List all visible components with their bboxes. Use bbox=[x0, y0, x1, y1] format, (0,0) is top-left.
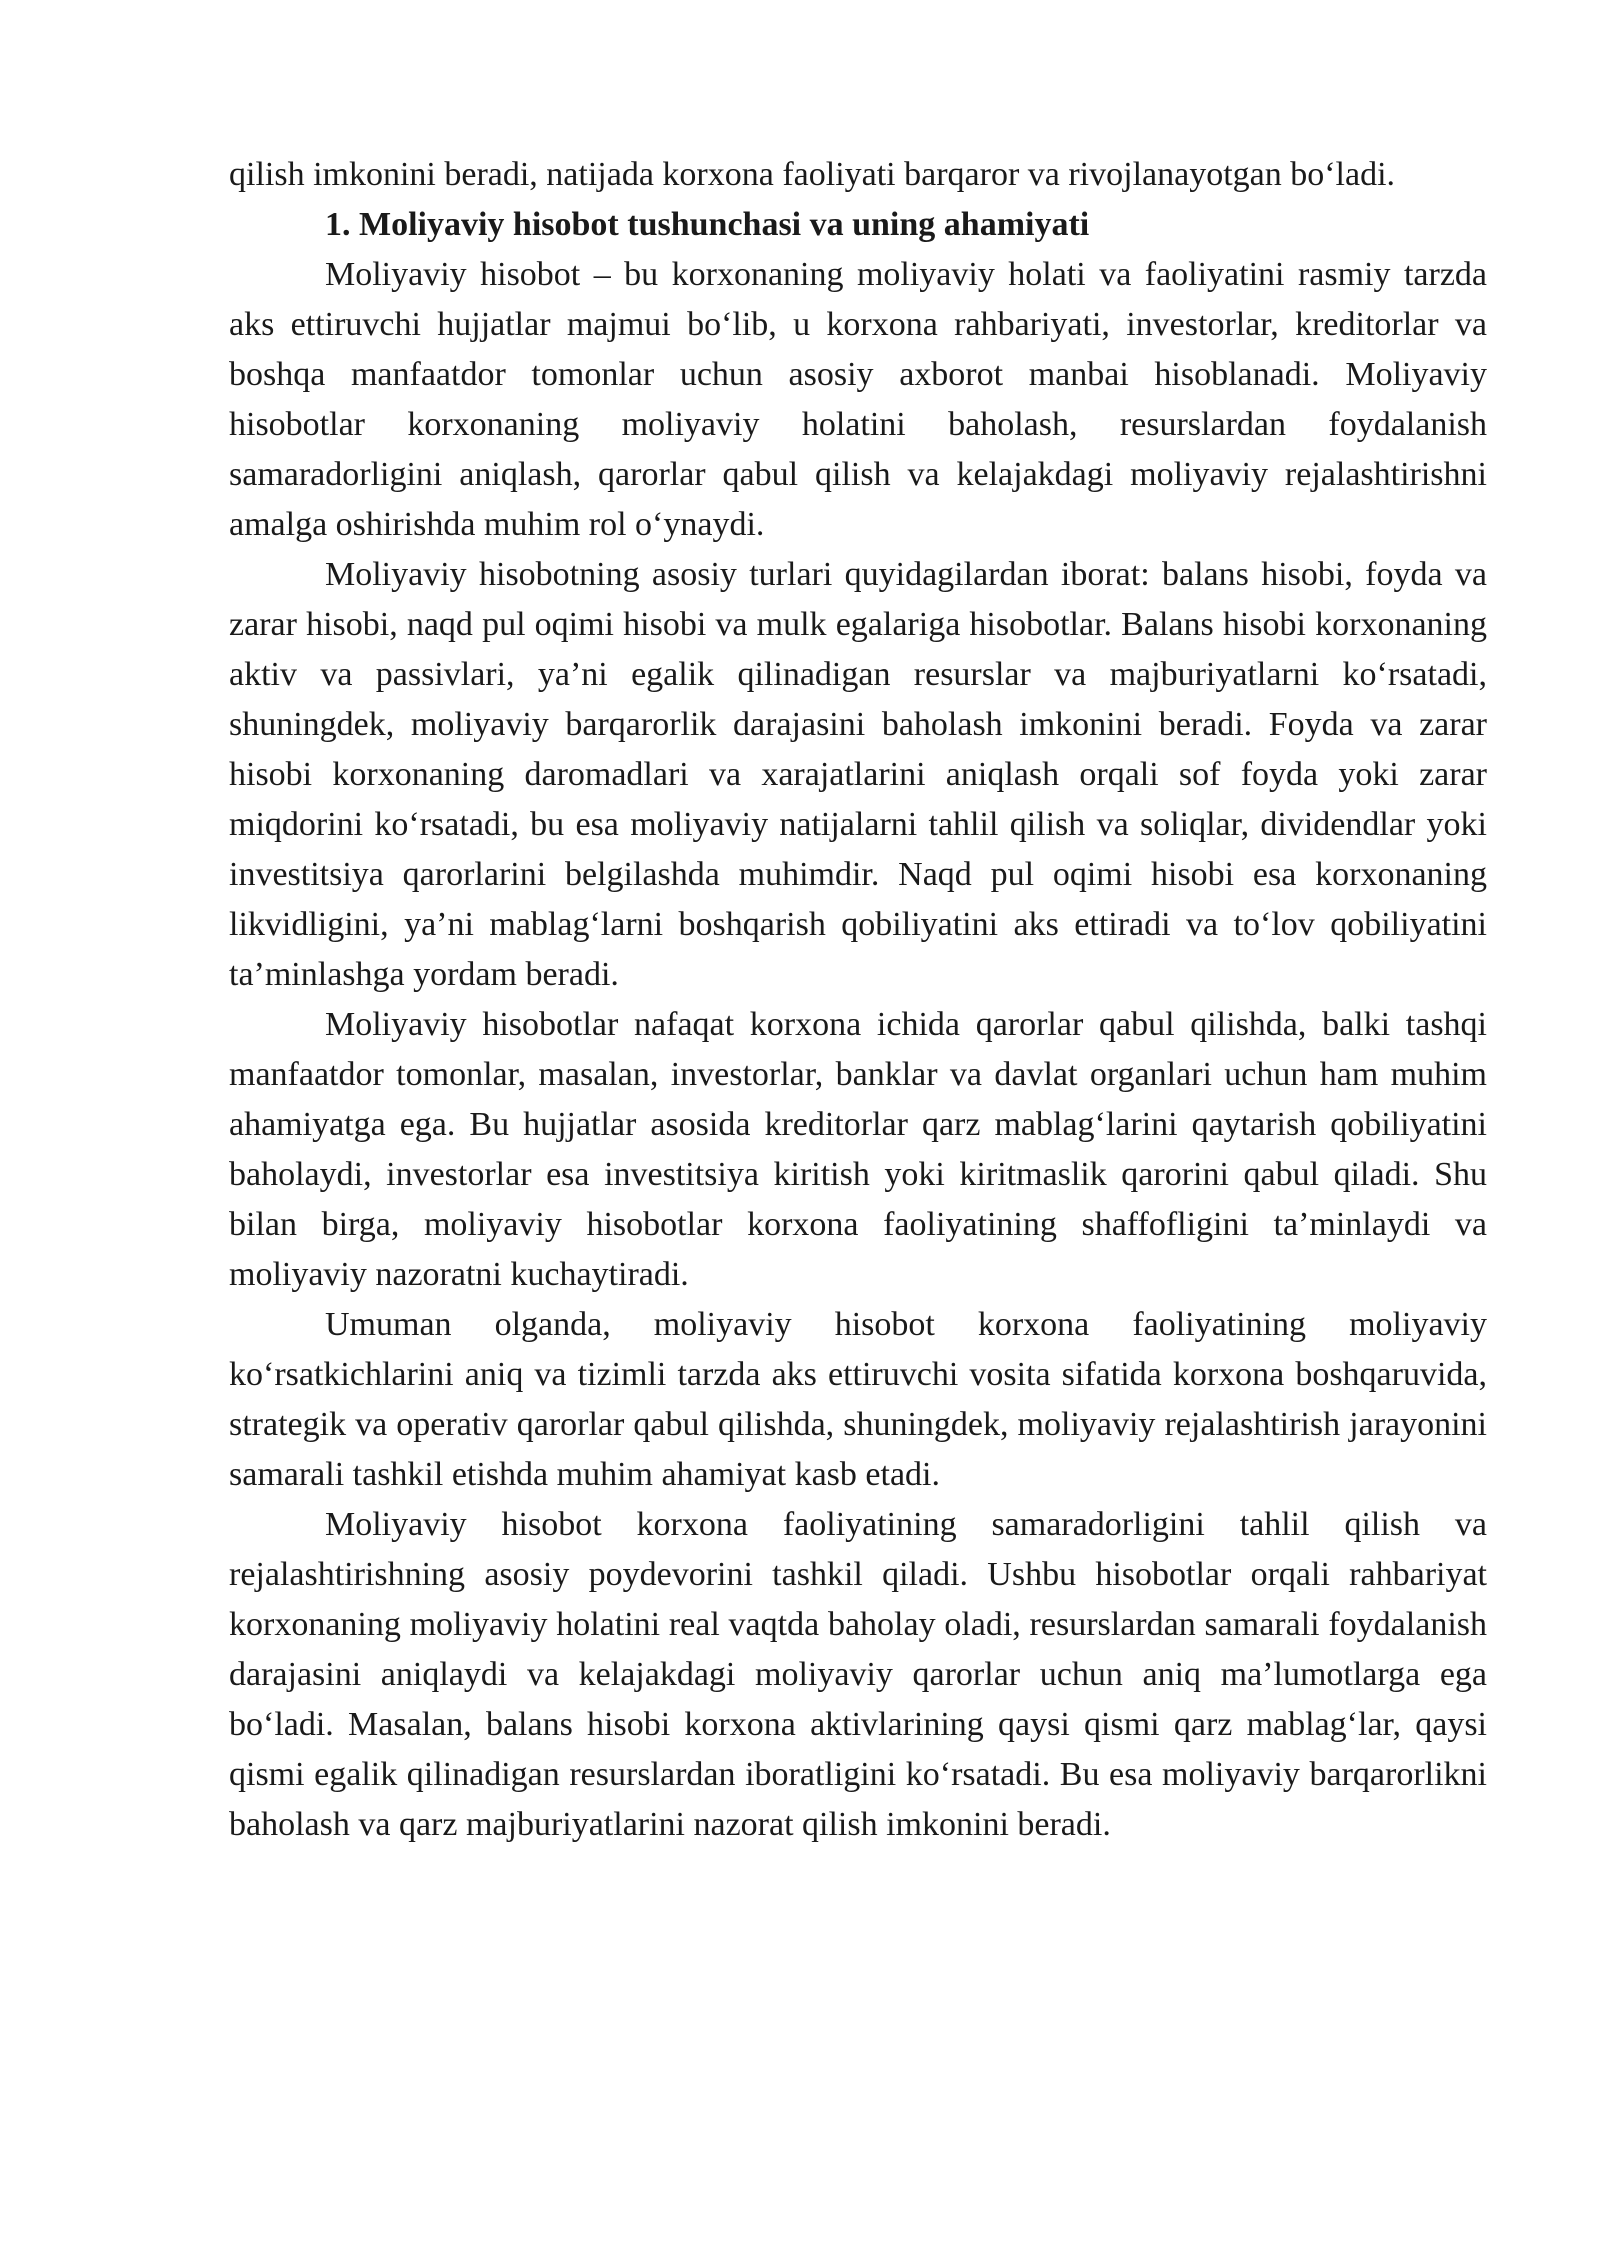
document-page bbox=[229, 150, 1487, 1850]
continuation-paragraph: qilish imkonini beradi, natijada korxona faoliyati barqaror va rivojlanayotgan bo‘ladi. bbox=[229, 156, 1396, 193]
body-paragraph: Moliyaviy hisobotning asosiy turlari quyidagilardan iborat: balans hisobi, foyda va zarar hisobi, naqd pul oqimi hisobi va mulk egalariga hisobotlar. Balans hisobi korxonaning aktiv va passivlari, ya’ni egalik qilinadigan resurslar va majburiyatlarni ko‘rsatadi, shuningdek, moliyaviy barqarorlik darajasini baholash imkonini beradi. Foyda va zarar hisobi korxonaning daromadlari va xarajatlarini aniqlash orqali sof foyda yoki zarar miqdorini ko‘rsatadi, bu esa moliyaviy natijalarni tahlil qilish va soliqlar, dividendlar yoki investitsiya qarorlarini belgilashda muhimdir. Naqd pul oqimi hisobi esa korxonaning likvidligini, ya’ni mablag‘larni boshqarish qobiliyatini aks ettiradi va to‘lov qobiliyatini ta’minlashga yordam beradi. bbox=[229, 556, 1487, 993]
body-paragraph: Moliyaviy hisobot korxona faoliyatining samaradorligini tahlil qilish va rejalashtirishning asosiy poydevorini tashkil qiladi. Ushbu hisobotlar orqali rahbariyat korxonaning moliyaviy holatini real vaqtda baholay oladi, resurslardan samarali foydalanish darajasini aniqlaydi va kelajakdagi moliyaviy qarorlar uchun aniq ma’lumotlarga ega bo‘ladi. Masalan, balans hisobi korxona aktivlarining qaysi qismi qarz mablag‘lar, qaysi qismi egalik qilinadigan resurslardan iboratligini ko‘rsatadi. Bu esa moliyaviy barqarorlikni baholash va qarz majburiyatlarini nazorat qilish imkonini beradi. bbox=[229, 1506, 1487, 1843]
body-paragraph: Umuman olganda, moliyaviy hisobot korxona faoliyatining moliyaviy ko‘rsatkichlarini aniq va tizimli tarzda aks ettiruvchi vosita sifatida korxona boshqaruvida, strategik va operativ qarorlar qabul qilishda, shuningdek, moliyaviy rejalashtirish jarayonini samarali tashkil etishda muhim ahamiyat kasb etadi. bbox=[229, 1306, 1487, 1493]
body-paragraph: Moliyaviy hisobot – bu korxonaning moliyaviy holati va faoliyatini rasmiy tarzda aks ettiruvchi hujjatlar majmui bo‘lib, u korxona rahbariyati, investorlar, kreditorlar va boshqa manfaatdor tomonlar uchun asosiy axborot manbai hisoblanadi. Moliyaviy hisobotlar korxonaning moliyaviy holatini baholash, resurslardan foydalanish samaradorligini aniqlash, qarorlar qabul qilish va kelajakdagi moliyaviy rejalashtirishni amalga oshirishda muhim rol o‘ynaydi. bbox=[229, 256, 1487, 543]
body-paragraph: Moliyaviy hisobotlar nafaqat korxona ichida qarorlar qabul qilishda, balki tashqi manfaatdor tomonlar, masalan, investorlar, banklar va davlat organlari uchun ham muhim ahamiyatga ega. Bu hujjatlar asosida kreditorlar qarz mablag‘larini qaytarish qobiliyatini baholaydi, investorlar esa investitsiya kiritish yoki kiritmaslik qarorini qabul qiladi. Shu bilan birga, moliyaviy hisobotlar korxona faoliyatining shaffofligini ta’minlaydi va moliyaviy nazoratni kuchaytiradi. bbox=[229, 1006, 1487, 1293]
section-heading: 1. Moliyaviy hisobot tushunchasi va uning ahamiyati bbox=[325, 206, 1090, 243]
